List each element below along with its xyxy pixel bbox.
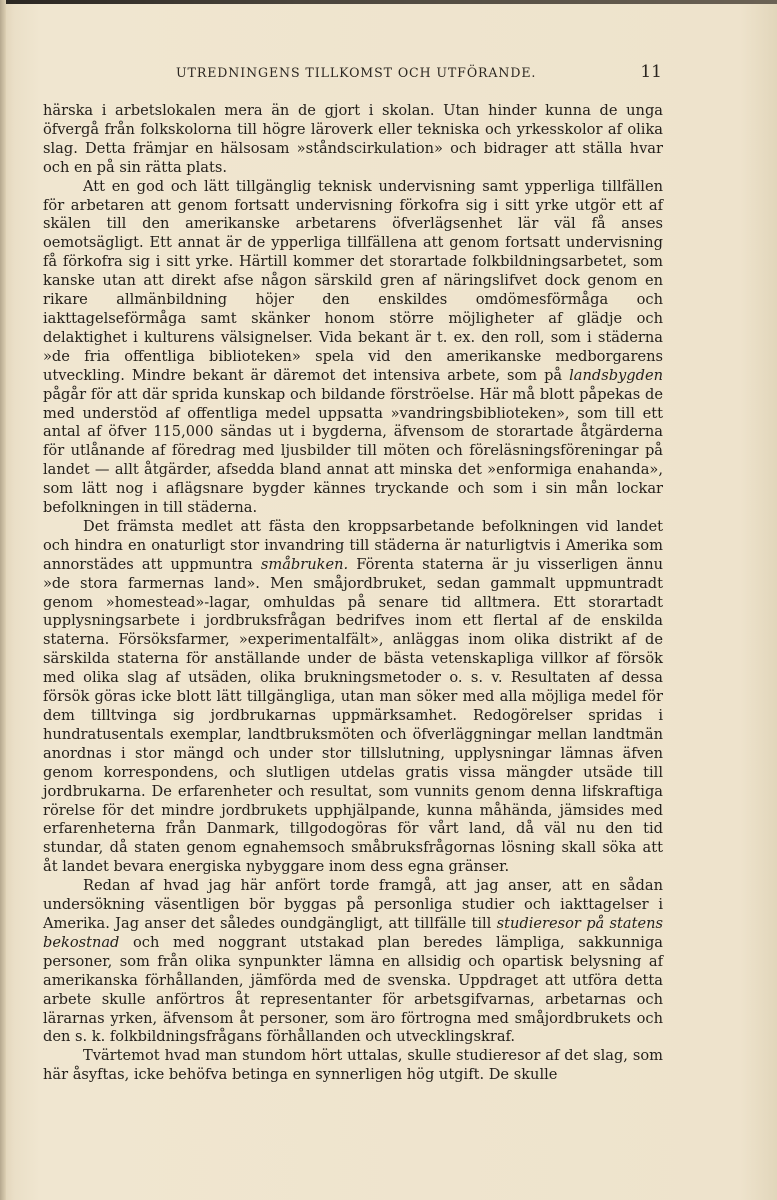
paragraph-1: härska i arbetslokalen mera än de gjort i skolan. Utan hinder kunna de unga öfvergå från folkskolorna till högre läroverk eller tekniska och yrkesskolor af olika slag. Detta främjar en hälsosam »ståndscirkulation» och bidrager att ställa hvar och en på sin rätta plats.	[43, 102, 663, 176]
page-binding-edge	[0, 0, 6, 1200]
running-header	[176, 62, 662, 82]
paragraph-3: Det främsta medlet att fästa den kroppsarbetande befolkningen vid landet och hindra en onaturligt stor invandring till städerna är naturligtvis i Amerika som annorstädes att uppmuntra småbruken. Förenta staterna är ju visserligen ännu »de stora farmernas land». Men småjordbruket, sedan gammalt uppmuntradt genom »homestead»-lagar, omhuldas på senare tid alltmera. Ett storartadt upplysningsarbete i jordbruksfrågan bedrifves inom ett flertal af de enskilda staterna. Försöksfarmer, »experimentalfält», anläggas inom olika distrikt af de särskilda staterna för anställande under de bästa vetenskapliga villkor af försök med olika slag af utsäden, olika brukningsmetoder o. s. v. Resultaten af dessa försök göras icke blott lätt tillgängliga, utan man söker med alla möjliga medel för dem tilltvinga sig jordbrukarnas uppmärksamhet. Redogörelser spridas i hundratusentals exemplar, landtbruksmöten och öfverläggningar mellan landtmän anordnas i stor mängd och under stor tillslutning, upplysningar lämnas äfven genom korrespondens, och slutligen utdelas gratis vissa mängder utsäde till jordbrukarna. De erfarenheter och resultat, som vunnits genom denna lifskraftiga rörelse för det mindre jordbrukets upphjälpande, kunna måhända, jämsides med erfarenheterna från Danmark, tillgodogöras för vårt land, då väl nu den tid stundar, då staten genom egnahemsoch småbruksfrågornas lösning skall söka att åt landet bevara energiska nybyggare inom dess egna gränser.	[43, 517, 663, 876]
emphasis-smabruken: småbruken.	[260, 555, 349, 573]
emphasis-studieresor: studieresor på statens bekostnad	[43, 914, 664, 951]
paragraph-2: Att en god och lätt tillgänglig teknisk undervisning samt ypperliga tillfällen för arbetaren att genom fortsatt undervisning förkofra sig i sitt yrke utgör ett af skälen till den amerikanske arbetarens öfverlägsenhet lär väl få anses oemotsägligt. Ett annat är de ypperliga tillfällena att genom fortsatt undervisning få förkofra sig i sitt yrke. Härtill kommer det storartade folkbildningsarbetet, som kanske utan att direkt afse någon särskild gren af näringslifvet dock genom en rikare allmänbildning höjer den enskildes omdömesförmåga och iakttagelseförmåga samt skänker honom större möjligheter af glädje och delaktighet i kulturens välsignelser. Vida bekant är t. ex. den roll, som i städerna »de fria offentliga biblioteken» spela vid den amerikanske medborgarens utveckling. Mindre bekant är däremot det intensiva arbete, som på landsbygden pågår för att där sprida kunskap och bildande förströelse. Här må blott påpekas de med understöd af offentliga medel uppsatta »vandringsbiblioteken», som till ett antal af öfver 115,000 sändas ut i bygderna, äfvensom de storartade åtgärderna för utlånande af föredrag med ljusbilder till möten och föreläsningsföreningar på landet — allt åtgärder, afsedda bland annat att minska det »enformiga enahanda», som lätt nog i aflägsnare bygder kännes tryckande och som i sin mån lockar befolkningen in till städerna.	[43, 177, 663, 517]
page-number: 11	[640, 62, 662, 82]
running-header-title: UTREDNINGENS TILLKOMST OCH UTFÖRANDE.	[176, 65, 537, 80]
paragraph-5: Tvärtemot hvad man stundom hört uttalas, skulle studieresor af det slag, som här åsyftas, icke behöfva betinga en synnerligen hög utgift. De skulle	[43, 1047, 663, 1084]
paragraph-4: Redan af hvad jag här anfört torde framgå, att jag anser, att en sådan undersökning väsentligen bör byggas på personliga studier och iakttagelser i Amerika. Jag anser det således oundgängligt, att tillfälle till studieresor på statens bekostnad och med noggrant utstakad plan beredes lämpliga, sakkunniga personer, som från olika synpunkter lämna en allsidig och opartisk belysning af amerikanska förhållanden, jämförda med de svenska. Uppdraget att utföra detta arbete skulle anförtros åt representanter för arbetsgifvarnas, arbetarnas och lärarnas yrken, äfvensom åt personer, som äro förtrogna med småjordbrukets och den s. k. folkbildningsfrågans förhållanden och utvecklingskraf.	[43, 877, 664, 1046]
body-text	[43, 102, 663, 1085]
page-top-edge	[0, 0, 777, 4]
emphasis-landsbygden: landsbygden	[569, 366, 663, 384]
